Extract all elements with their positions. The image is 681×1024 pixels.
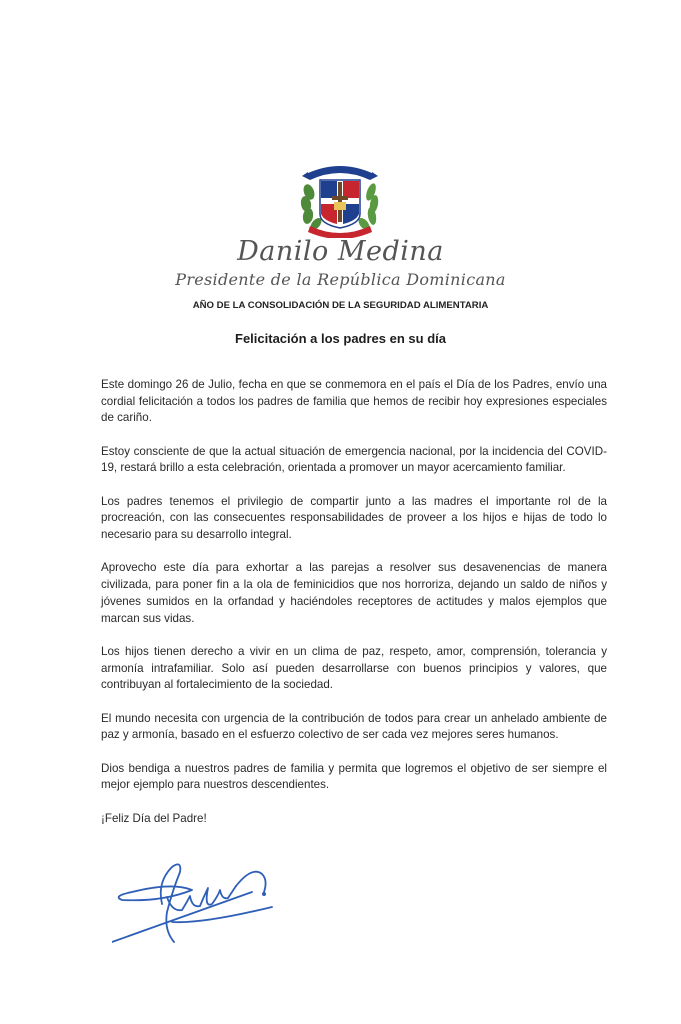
paragraph: El mundo necesita con urgencia de la contribución de todos para crear un anhelado ambiente de paz y armonía, basado en el esfuerzo colectivo de ser cada vez mejores seres humanos. xyxy=(101,711,607,742)
letter-body xyxy=(101,377,607,844)
paragraph: Los hijos tienen derecho a vivir en un clima de paz, respeto, amor, comprensión, tolerancia y armonía intrafamiliar. Solo así pueden desarrollarse con buenos principios y valores, que contribuyan al fortalecimiento de la sociedad. xyxy=(101,644,607,692)
paragraph: Dios bendiga a nuestros padres de familia y permita que logremos el objetivo de ser siempre el mejor ejemplo para nuestros descendientes. xyxy=(101,761,607,792)
paragraph: Los padres tenemos el privilegio de compartir junto a las madres el importante rol de la procreación, con las consecuentes responsabilidades de proveer a los hijos e hijas de todo lo necesario para su desarrollo integral. xyxy=(101,494,607,542)
coat-of-arms-icon xyxy=(292,156,388,238)
president-name: Danilo Medina xyxy=(237,236,444,267)
document-title: Felicitación a los padres en su día xyxy=(235,331,446,346)
signature-icon xyxy=(112,852,312,952)
paragraph: Aprovecho este día para exhortar a las parejas a resolver sus desavenencias de manera civilizada, para poner fin a la ola de feminicidios que nos horroriza, dejando un saldo de niños y jóvenes sumidos en la orfandad y haciéndoles receptores de actitudes y malos ejemplos que marcan sus vidas. xyxy=(101,561,607,625)
closing-line: ¡Feliz Día del Padre! xyxy=(101,811,207,825)
paragraph: Este domingo 26 de Julio, fecha en que se conmemora en el país el Día de los Padres, envío una cordial felicitación a todos los padres de familia que hemos de recibir hoy expresiones especiales de cariño. xyxy=(101,378,607,425)
president-title: Presidente de la República Dominicana xyxy=(175,270,506,289)
paragraph: Estoy consciente de que la actual situación de emergencia nacional, por la incidencia del COVID-19, restará brillo a esta celebración, orientada a promover un mayor acercamiento familiar. xyxy=(101,444,607,475)
year-motto: AÑO DE LA CONSOLIDACIÓN DE LA SEGURIDAD ALIMENTARIA xyxy=(192,300,489,311)
